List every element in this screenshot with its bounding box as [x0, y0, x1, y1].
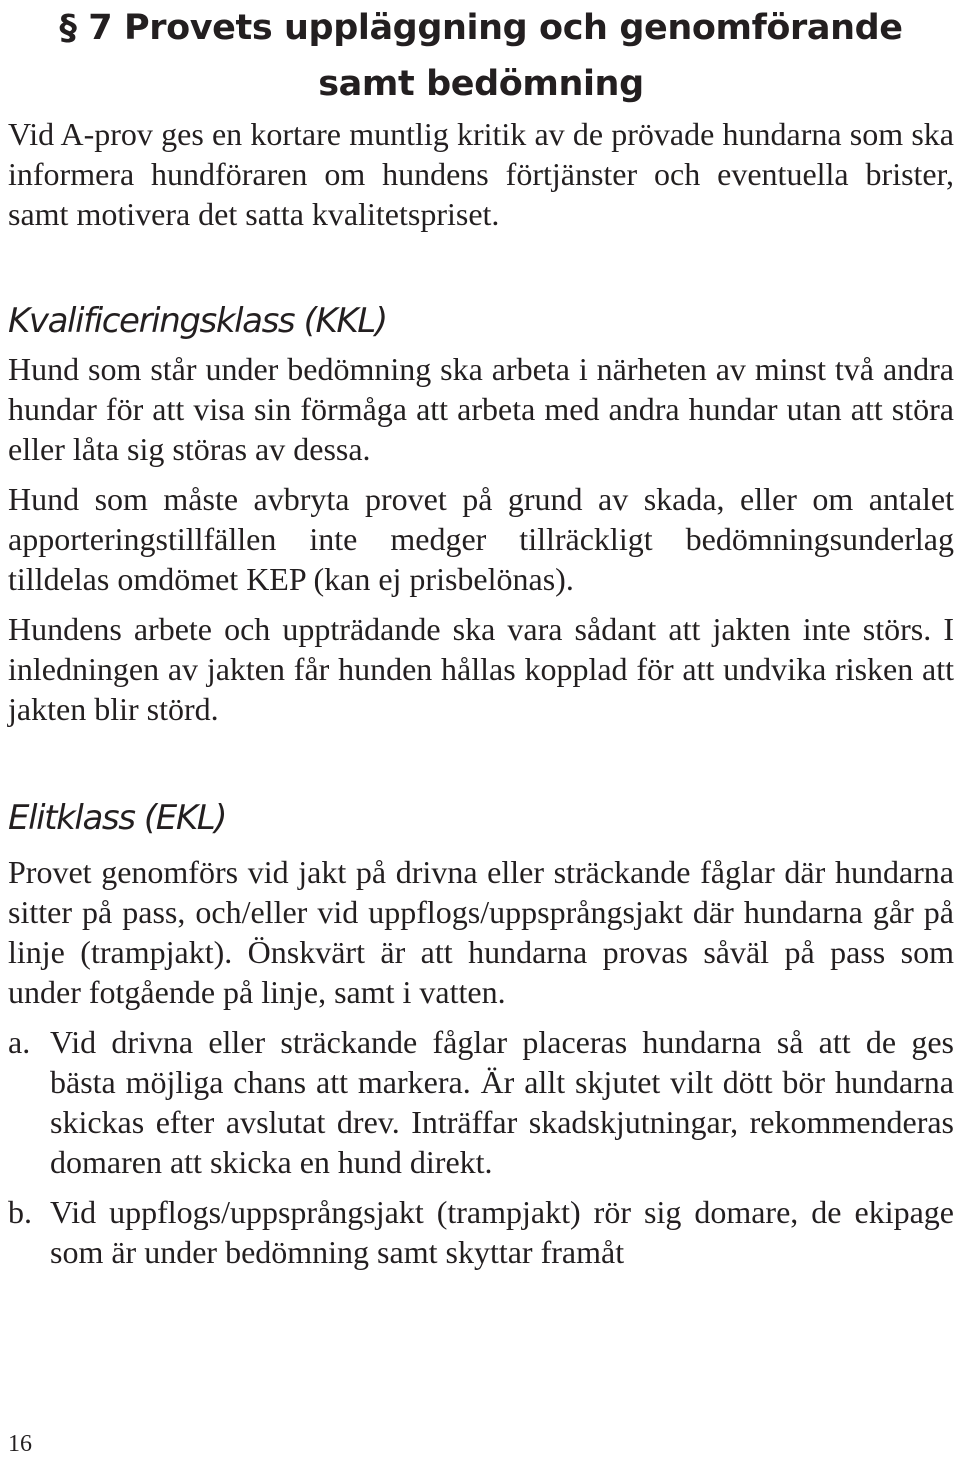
kkl-paragraph-3: Hundens arbete och uppträdande ska vara sådant att jakten inte störs. I inledningen av jakten får hunden hållas kopplad för att undvika risken att jakten blir störd. — [8, 611, 954, 727]
list-marker: b. — [8, 1194, 32, 1230]
intro-paragraph: Vid A-prov ges en kortare muntlig kritik av de prövade hundarna som ska informera hundföraren om hundens förtjänster och eventuella brister, samt motivera det satta kvalitetspriset. — [8, 116, 954, 232]
ekl-paragraph: Provet genomförs vid jakt på drivna eller sträckande fåglar där hundarna sitter på pass, och/eller vid uppflogs/uppsprångsjakt där hundarna går på linje (trampjakt). Önskvärt är att hundarna provas såväl på pass som under fotgående på linje, samt i vatten. — [8, 854, 954, 1010]
kkl-paragraph-1: Hund som står under bedömning ska arbeta i närheten av minst två andra hundar för att visa sin förmåga att arbeta med andra hundar utan att störa eller låta sig störas av dessa. — [8, 351, 954, 467]
page-number: 16 — [8, 1431, 32, 1457]
kkl-paragraph-2: Hund som måste avbryta provet på grund av skada, eller om antalet apporteringstillfällen inte medger tillräckligt bedömningsunderlag tilldelas omdömet KEP (kan ej prisbelönas). — [8, 481, 954, 597]
chapter-title-line-2: samt bedömning — [318, 64, 644, 104]
list-marker: a. — [8, 1024, 31, 1060]
list-item-b — [8, 1192, 954, 1272]
document-page — [8, 0, 954, 1272]
section-heading-ekl: Elitklass (EKL) — [8, 798, 227, 838]
list-item-a — [8, 1022, 954, 1182]
list-item-text: Vid uppflogs/uppsprångsjakt (trampjakt) rör sig domare, de ekipage som är under bedömning samt skyttar framåt — [50, 1194, 954, 1270]
section-heading-kkl: Kvalificeringsklass (KKL) — [8, 301, 387, 341]
list-item-text: Vid drivna eller sträckande fåglar placeras hundarna så att de ges bästa möjliga chans att markera. Är allt skjutet vilt dött bör hundarna skickas efter avslutat drev. Inträffar skadskjutningar, rekommenderas domaren att skicka en hund direkt. — [50, 1024, 954, 1180]
chapter-title-line-1: § 7 Provets uppläggning och genomförande — [59, 8, 903, 48]
chapter-title — [8, 0, 954, 112]
